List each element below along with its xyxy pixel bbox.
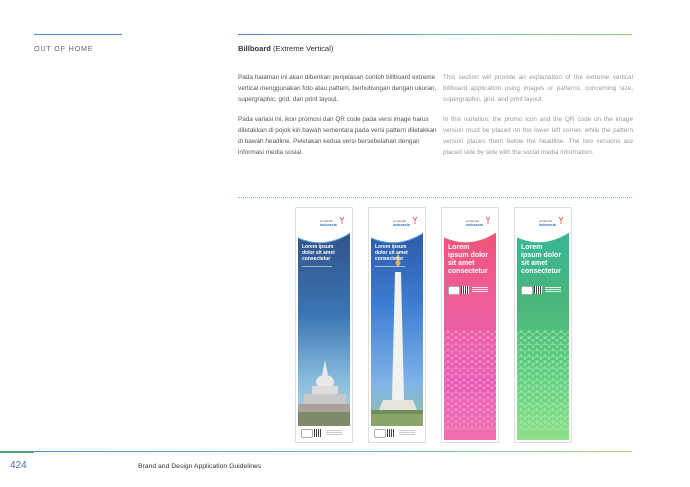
indonesian-text: [238, 72, 438, 167]
social-media-info: [545, 287, 561, 293]
promo-icon: [301, 429, 313, 438]
billboard-image-temple: [295, 207, 353, 443]
billboard-artwork: [517, 210, 569, 440]
social-media-info: [326, 430, 342, 436]
billboard-headline: Lorem ipsum dolor sit amet consectetur: [375, 244, 408, 262]
billboard-footer: [371, 426, 423, 440]
billboard-subline: [375, 266, 405, 267]
section-label: OUT OF HOME: [34, 44, 94, 53]
dotted-separator: [238, 197, 632, 198]
svg-text:wonderful: wonderful: [466, 219, 480, 223]
svg-text:indonesia: indonesia: [539, 223, 556, 227]
qr-code-icon: [461, 286, 469, 294]
billboard-headline: Lorem ipsum dolor sit amet consectetur: [448, 244, 489, 275]
en-paragraph-1: This section will provide an explanation of the extreme vertical billboard application using images or patterns, concerning size, supergraphic, grid, and print layout.: [443, 74, 633, 103]
svg-text:indonesia: indonesia: [320, 223, 337, 227]
svg-text:wonderful: wonderful: [539, 219, 553, 223]
wonderful-indonesia-logo: [320, 216, 346, 228]
top-rule-left: [34, 34, 122, 35]
svg-text:indonesia: indonesia: [393, 223, 410, 227]
page-title-rest: (Extreme Vertical): [270, 44, 334, 53]
page-number: 424: [10, 460, 27, 471]
id-paragraph-1: Pada halaman ini akan diberikan penjelasan contoh billboard extreme vertical menggunakan foto atau pattern, berhubungan dengan ukuran, supergraphic, grid, dan print layout.: [238, 74, 437, 103]
social-media-info: [472, 287, 488, 293]
svg-text:indonesia: indonesia: [466, 223, 483, 227]
page-title: [238, 44, 333, 53]
wonderful-indonesia-logo: [393, 216, 419, 228]
billboard-pattern-pink: [441, 207, 499, 443]
en-paragraph-2: In this variation, the promo icon and the QR code on the image version must be placed on the lower left corner, while the pattern version places them below the headline. The two versions are placed side by side with the social media information.: [443, 116, 633, 156]
promo-icon: [448, 286, 460, 295]
id-paragraph-2: Pada variasi ini, ikon promosi dan QR code pada versi image harus diletakkan di pojok kiri bawah sementara pada versi pattern diletakkan di bawah headline. Peletakan kedua versi bersebelahan dengan informasi media sosial.: [238, 116, 437, 156]
qr-code-icon: [314, 429, 322, 437]
footer-title: Brand and Design Application Guidelines: [138, 463, 262, 470]
billboard-headline: Lorem ipsum dolor sit amet consectetur: [302, 244, 335, 262]
qr-code-icon: [534, 286, 542, 294]
billboard-image-monument: [368, 207, 426, 443]
top-rule-right: [238, 34, 632, 35]
wonderful-indonesia-logo: [539, 216, 565, 228]
svg-text:wonderful: wonderful: [393, 219, 407, 223]
social-media-info: [399, 430, 415, 436]
bottom-rule: [34, 451, 632, 452]
svg-text:wonderful: wonderful: [320, 219, 334, 223]
billboard-headline: Lorem ipsum dolor sit amet consectetur: [521, 244, 562, 275]
promo-icon: [521, 286, 533, 295]
billboard-artwork: [371, 210, 423, 440]
billboard-footer: [298, 426, 350, 440]
billboard-pattern-green: [514, 207, 572, 443]
billboard-artwork: [444, 210, 496, 440]
billboard-artwork: [298, 210, 350, 440]
english-text: [443, 72, 633, 167]
qr-code-icon: [387, 429, 395, 437]
bottom-rule-accent: [0, 451, 34, 453]
wonderful-indonesia-logo: [466, 216, 492, 228]
promo-icon: [374, 429, 386, 438]
billboard-subline: [302, 266, 332, 267]
page-title-bold: Billboard: [238, 44, 271, 53]
